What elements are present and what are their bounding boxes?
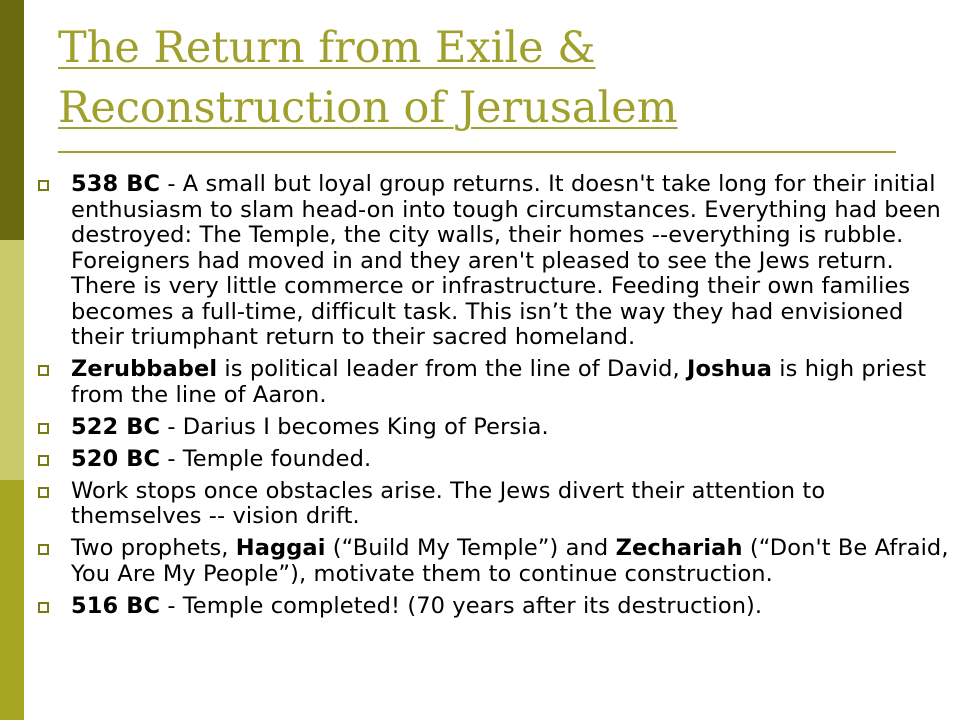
slide-title xyxy=(58,18,918,138)
bullet-516bc xyxy=(36,594,956,620)
bullet-bold-name: Zerubbabel xyxy=(71,356,218,382)
bullet-text: - Darius I becomes King of Persia. xyxy=(160,413,549,440)
square-bullet-icon xyxy=(38,423,49,434)
bullet-text: - Temple completed! (70 years after its destruction). xyxy=(160,592,763,619)
bullet-text: - Temple founded. xyxy=(160,445,372,472)
side-stripe-bottom xyxy=(0,480,24,720)
bullet-bold-name: Haggai xyxy=(235,535,326,561)
bullet-text: is political leader from the line of David, xyxy=(217,356,687,382)
bullet-leaders xyxy=(36,357,956,408)
square-bullet-icon xyxy=(38,365,49,376)
bullet-bold-date: 520 BC xyxy=(71,445,161,472)
bullet-538bc xyxy=(36,172,956,351)
square-bullet-icon xyxy=(38,455,49,466)
bullet-text: (“Don't Be Afraid, You Are My People”), motivate them to continue construction. xyxy=(71,535,949,587)
bullet-bold-name: Joshua xyxy=(687,356,773,382)
square-bullet-icon xyxy=(38,602,49,613)
bullet-text: (“Build My Temple”) and xyxy=(325,535,616,561)
title-divider xyxy=(58,151,896,153)
bullet-522bc xyxy=(36,415,956,441)
slide-title-line-1: The Return from Exile & xyxy=(58,23,596,73)
bullet-text: - A small but loyal group returns. It doesn't take long for their initial enthusiasm to slam head-on into tough circumstances. Everything had been destroyed: The Temple, the city walls, their homes --everything is rubble. Foreigners had moved in and they aren't pleased to see the Jews return. There is very little commerce or infrastructure. Feeding their own families becomes a full-time, difficult task. This isn’t the way they had envisioned their triumphant return to their sacred homeland. xyxy=(71,171,941,350)
side-stripe-middle xyxy=(0,240,24,480)
bullet-bold-name: Zechariah xyxy=(615,535,743,561)
bullet-text: is high priest from the line of Aaron. xyxy=(71,356,927,408)
bullet-bold-date: 516 BC xyxy=(71,592,161,619)
square-bullet-icon xyxy=(38,544,49,555)
bullet-520bc xyxy=(36,447,956,473)
bullet-text: Work stops once obstacles arise. The Jews divert their attention to themselves -- vision drift. xyxy=(71,477,826,529)
square-bullet-icon xyxy=(38,487,49,498)
bullet-bold-date: 538 BC xyxy=(71,171,161,197)
bullet-prophets xyxy=(36,536,956,587)
side-stripe-top xyxy=(0,0,24,240)
square-bullet-icon xyxy=(38,180,49,191)
slide-title-line-2: Reconstruction of Jerusalem xyxy=(58,83,678,133)
bullet-bold-date: 522 BC xyxy=(71,413,161,440)
bullet-text: Two prophets, xyxy=(71,535,236,561)
bullet-list xyxy=(36,172,956,626)
bullet-work-stops xyxy=(36,479,956,530)
